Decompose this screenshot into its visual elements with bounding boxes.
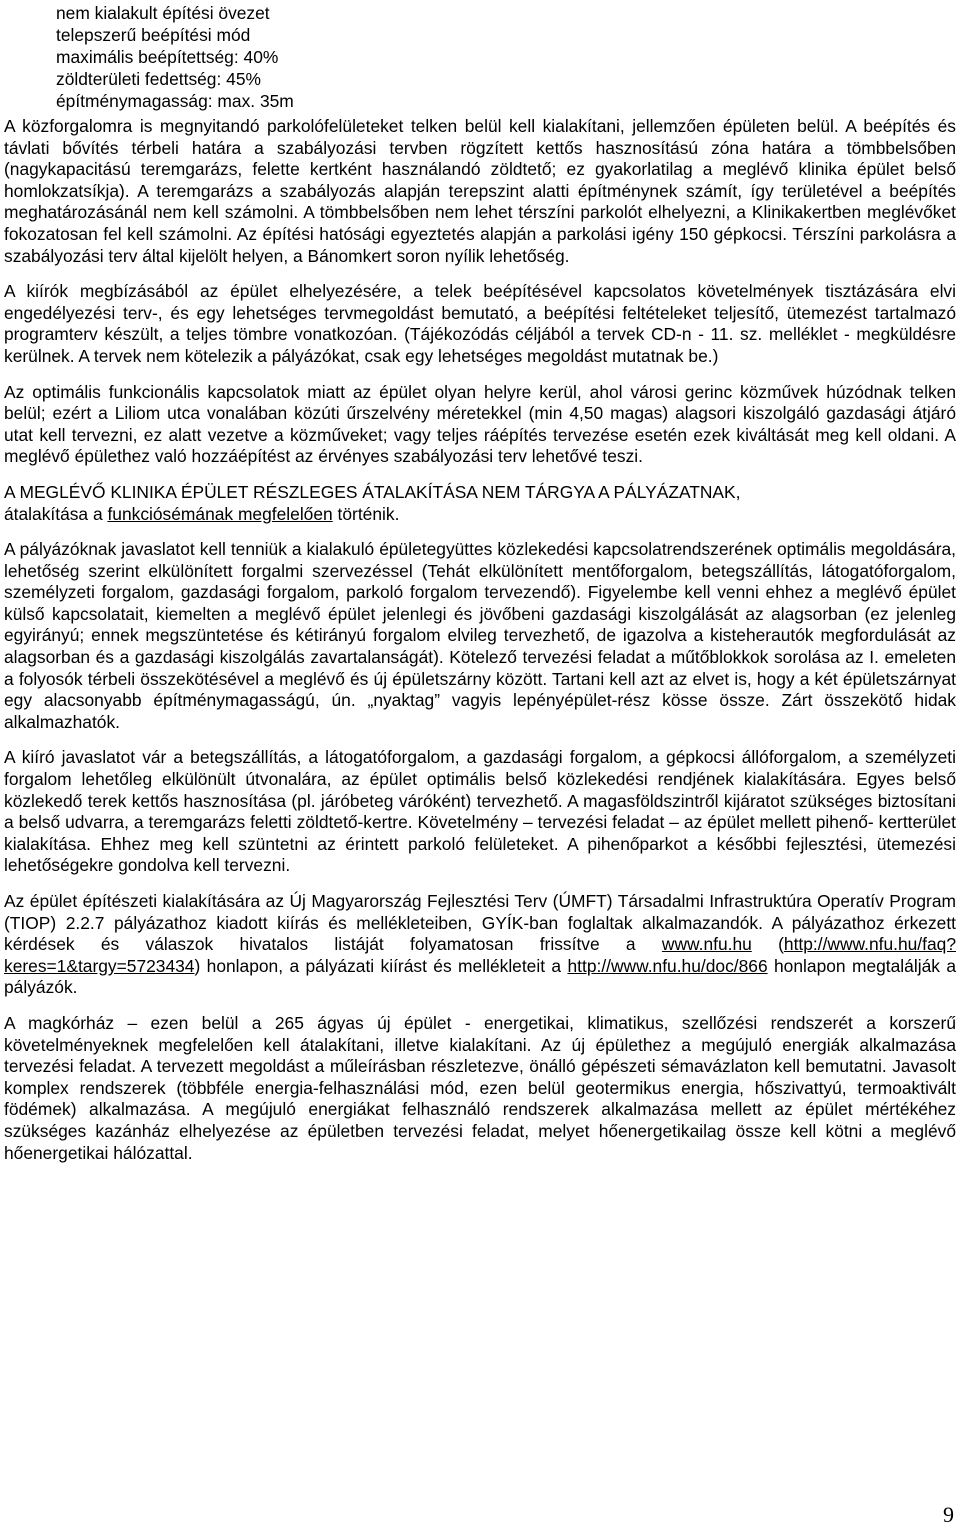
paragraph-traffic: A pályázóknak javaslatot kell tenniük a kialakuló épületegyüttes közlekedési kapcsolatrendszerének optimális megoldására, lehetőség szerint elkülönített forgalmi szervezéssel (Tehát elkülönített mentőforgalom, betegszállítás, látogatóforgalom, személyzeti forgalom, gazdasági forgalom, parkoló forgalom tervezendő). Figyelembe kell venni ehhez a meglévő épület külső kapcsolatait, kiemelten a meglévő épület jelenlegi és jövőbeni gazdasági kiszolgálását az alagsorban (ez jelenleg egyirányú; ennek megszüntetése és kétirányú forgalom elvileg tervezhető, de igazolva a kisteherautók megfordulását az alagsorban és a gazdasági kiszolgálás zavartalanságát). Kötelező tervezési feladat a műtőblokkok sorolása az I. emeleten a folyosók térbeli összekötésével a meglévő és új épületszárny között. Tartani kell azt az elvet is, hogy a két épületszárnyat egy alacsonyabb építménymagasságú, ún. „nyaktag” vagyis lepényépület-rész kösse össze. Zárt összekötő hidak alkalmazhatók.	[4, 539, 956, 732]
document-page	[4, 2, 956, 1164]
text-span: (	[751, 934, 784, 955]
paragraph-existing-clinic	[4, 482, 956, 525]
list-item: nem kialakult építési övezet	[56, 3, 270, 23]
text-span: történik.	[332, 503, 400, 524]
text-span: honlapon megtalálják a pályázók.	[4, 955, 956, 998]
faq-link[interactable]: http://www.nfu.hu/faq?keres=1&targy=5723434	[4, 934, 956, 976]
paragraph-utilities: Az optimális funkcionális kapcsolatok miatt az épület olyan helyre kerül, ahol városi gerinc közművek húzódnak telken belül; ezért a Liliom utca vonalában közúti űrszelvény méretekkel (min 4,50 magas) alagsori kiszolgáló gazdasági átjáró utat kell tervezni, ez alatt vezetve a közműveket; vagy teljes ráépítés tervezése esetén ezek kiváltását meg kell oldani. A meglévő épülethez való hozzáépítést az érvényes szabályozási terv lehetővé teszi.	[4, 381, 956, 467]
zoning-parameters-list	[56, 2, 956, 112]
paragraph-circulation: A kiíró javaslatot vár a betegszállítás, a látogatóforgalom, a gazdasági forgalom, a gépkocsi állóforgalom, a személyzeti forgalom lehetőleg elkülönült útvonalára, az épület optimális belső közlekedési rendjének kialakítására. Egyes belső közlekedő terek kettős hasznosítása (pl. járóbeteg váróként) tervezhető. A magasföldszintről kijáratot szükséges biztosítani a belső udvarra, a teremgarázs feletti zöldtető-kertre. Követelmény – tervezési feladat – az épület mellett pihenő- kertterület kialakítása. Ehhez meg kell szüntetni az érintett parkoló felületeket. A pihenőparkot a későbbi fejlesztési, ütemezési lehetőségekre gondolva kell tervezni.	[4, 747, 956, 876]
paragraph-permit-plan: A kiírók megbízásából az épület elhelyezésére, a telek beépítésével kapcsolatos követelmények tisztázására elvi engedélyezési terv-, és egy lehetséges tervmegoldást bemutató, a beépítési feltételeket teljesítő, ütemezést tartalmazó programterv készült, a teljes tömbre vonatkozóan. (Tájékozódás céljából a tervek CD-n - 11. sz. melléklet - megküldésre kerülnek. A tervek nem kötelezik a pályázókat, csak egy lehetséges megoldást mutatnak be.)	[4, 281, 956, 366]
page-number: 9	[943, 1502, 954, 1527]
existing-clinic-heading: A MEGLÉVŐ KLINIKA ÉPÜLET RÉSZLEGES ÁTALAKÍTÁSA NEM TÁRGYA A PÁLYÁZATNAK,	[4, 481, 741, 502]
text-span: Az épület építészeti kialakítására az Új Magyarország Fejlesztési Terv (ÚMFT) Társadalmi Infrastruktúra Operatív Program (TIOP) 2.2.7 pályázathoz kiadott kiírás és mellékleteiben, GYÍK-ban foglaltak alkalmazandók. A pályázathoz érkezett kérdések és válaszok hivatalos listáját folyamatosan frissítve a	[4, 891, 956, 955]
list-item: zöldterületi fedettség: 45%	[56, 69, 261, 89]
existing-clinic-line	[4, 504, 956, 526]
doc-link[interactable]: http://www.nfu.hu/doc/866	[567, 955, 768, 976]
nfu-link[interactable]: www.nfu.hu	[661, 934, 752, 955]
paragraph-energy: A magkórház – ezen belül a 265 ágyas új épület - energetikai, klimatikus, szellőzési rendszerét a korszerű követelményeknek megfelelően kell átalakítani, illetve kialakítani. Az új épülethez a megújuló energiák alkalmazása tervezési feladat. A tervezett megoldást a műleírásban részletezve, önálló gépészeti sémavázlaton kell bemutatni. Javasolt komplex rendszerek (többféle energia-felhasználási mód, ezen belül geotermikus energia, hőszivattyú, termoaktivált födémek) alkalmazása. A megújuló energiákat felhasználó rendszerek alkalmazása mellett az épület mértékéhez szükséges kazánház elhelyezése az épületben tervezési feladat, melyet hőenergetikailag össze kell kötni a meglévő hőenergetikai hálózattal.	[4, 1012, 956, 1163]
text-span: átalakítása a	[4, 503, 108, 524]
paragraph-parking: A közforgalomra is megnyitandó parkolófelületeket telken belül kell kialakítani, jellemzően épületen belül. A beépítés és távlati bővítés térbeli határa a szabályozási tervben rögzített kettős hasznosítású zóna határa a tömbbelsőben (nagykapacitású teremgarázs, felette kertként használandó zöldtető; ez gyakorlatilag a meglévő klinika épület belső homlokzatsíkja). A teremgarázs a szabályozás alapján terepszint alatti építménynek számít, így területével a beépítés meghatározásánál nem kell számolni. A tömbbelsőben nem lehet térszíni parkolót elhelyezni, a Klinikakertben meglévőket fokozatosan fel kell számolni. Az építési hatósági egyeztetés alapján a parkolási igény 150 gépkocsi. Térszíni parkolásra a szabályozási terv által kijelölt helyen, a Bánomkert soron nyílik lehetőség.	[4, 116, 956, 266]
list-item: telepszerű beépítési mód	[56, 25, 251, 45]
underlined-text: funkciósémának megfelelően	[107, 503, 333, 524]
list-item: maximális beépítettség: 40%	[56, 47, 279, 67]
text-span: ) honlapon, a pályázati kiírást és mellékleteit a	[194, 955, 568, 976]
list-item: építménymagasság: max. 35m	[56, 91, 294, 111]
paragraph-umft	[4, 891, 956, 999]
